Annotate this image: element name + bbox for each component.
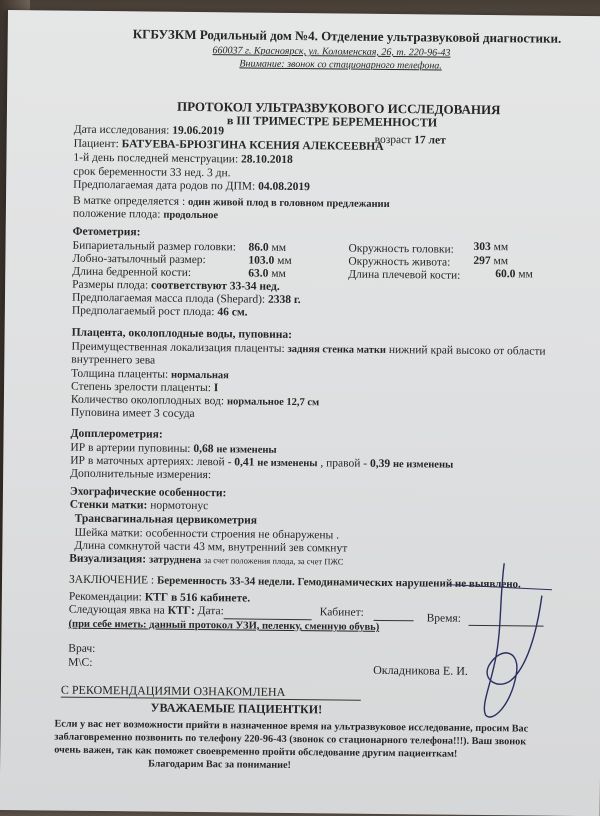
fetometry-right-label-2: Окружность живота: <box>348 255 451 269</box>
recommendation-row: Рекомендации: КТГ в 516 кабинете. <box>68 590 251 605</box>
placenta-maturity-value: I <box>213 382 219 395</box>
footer-paragraph-2: заблаговременно позвонить по телефону 220-96-43 (звонок со стационарного телефона!!!). Ваш звонок <box>54 731 527 748</box>
footer-paragraph-1: Если у вас нет возможности прийти в назначенное время на ультразвуковое исследование, просим Вас <box>54 718 529 735</box>
fetal-size-row: Размеры плода: соответствуют 33-34 нед. <box>72 278 280 293</box>
age-label: возраст <box>374 133 412 147</box>
bring-items-note: (при себе иметь: данный протокол УЗИ, пеленку, сменную обувь) <box>68 618 380 633</box>
fetometry-right-value-2: 297 мм <box>473 254 509 268</box>
fetal-weight-value: 2338 г. <box>267 293 301 307</box>
amniotic-fluid-value: нормальное 12,7 см <box>226 396 320 409</box>
acknowledged-line <box>61 697 361 701</box>
fetal-weight-row: Предполагаемая масса плода (Shepard): 2338 г. <box>71 291 301 307</box>
visualization-value: затруднена <box>148 554 202 567</box>
uterine-walls-row: Стенки матки: нормотонус <box>69 498 209 513</box>
placenta-location-value: задняя стенка матки <box>287 343 387 356</box>
conclusion-text: Беременность 33-34 недели. Гемодинамических нарушений не выявлено. <box>156 574 521 591</box>
dear-patients-heading: УВАЖАЕМЫЕ ПАЦИЕНТКИ! <box>150 700 323 717</box>
cervix-length: Длина сомкнутой части 43 мм, внутренний зев сомкнут <box>74 539 348 555</box>
clinic-address: 660037 г. Красноярск, ул. Коломенская, 26, т. 220-96-43 <box>212 45 451 59</box>
fetal-height-row: Предполагаемый рост плода: 46 см. <box>71 304 248 319</box>
cervix-row: Шейка матки: особенности строения не обнаружены . <box>74 526 340 542</box>
lmp-value: 28.10.2018 <box>240 153 293 166</box>
doppler-uterine-right: 0,39 <box>369 457 391 471</box>
doppler-umbilical-value: 0,68 <box>193 442 214 456</box>
amniotic-fluid-row: Количество околоплодных вод: нормальное 12,7 см <box>70 393 320 409</box>
clinic-title: КГБУЗКМ Родильный дом №4. Отделение ультразвуковой диагностики. <box>132 26 562 46</box>
fetus-position-label: положение плода: <box>72 207 161 221</box>
placenta-maturity-row: Степень зрелости плаценты: I <box>70 380 219 395</box>
nurse-label: М\С: <box>68 656 93 669</box>
conclusion-row: ЗАКЛЮЧЕНИЕ : Беременность 33-34 недели. Гемодинамических нарушений не выявлено. <box>68 573 521 591</box>
doppler-uterine-left: 0,41 <box>234 456 255 469</box>
fetometry-right-value-1: 303 мм <box>473 240 509 254</box>
fetometry-left-value-1: 86.0 мм <box>248 241 287 254</box>
uterus-value: один живой плод в головном предлежании <box>188 196 390 211</box>
handwritten-signature <box>441 555 563 726</box>
placenta-location-row: Преимущественная локализация плаценты: задняя стенка матки нижний край высоко от области <box>71 340 546 358</box>
cabinet-label: Кабинет: <box>319 606 364 619</box>
fetometry-heading: Фетометрия: <box>72 225 141 239</box>
fetometry-left-label-2: Лобно-затылочный размер: <box>72 252 206 267</box>
fetometry-right-value-3: 60.0 мм <box>495 268 533 281</box>
fetus-position-row <box>73 208 218 223</box>
pregnancy-term: срок беременности 33 нед. 3 дн. <box>73 165 231 180</box>
recommendation-value: КТГ в 516 кабинете. <box>144 591 251 605</box>
fetometry-left-value-2: 103.0 мм <box>248 254 292 267</box>
due-date-label: Предполагаемая дата родов по ДПМ: <box>73 178 256 193</box>
doctor-name: Окладникова Е. И. <box>373 662 468 678</box>
fetometry-right-label-1: Окружность головки: <box>348 242 454 256</box>
umbilical-cord-text: Пуповина имеет 3 сосуда <box>70 406 195 420</box>
doctor-label: Врач: <box>68 642 96 655</box>
doppler-additional: Дополнительные измерения: <box>70 467 212 482</box>
placenta-location-line2: внутреннего зева <box>71 353 156 367</box>
document-sheet <box>0 10 600 816</box>
fetal-size-weeks: 33-34 нед. <box>229 280 280 293</box>
exam-date-row <box>74 124 224 139</box>
clinic-notice: Внимание: звонок со стационарного телефона. <box>239 58 442 72</box>
doppler-uterine-row: ИР в маточных артериях: левой - 0,41 не изменены , правой - 0,39 не изменены <box>70 454 454 471</box>
fetal-size-value: соответствуют <box>151 279 227 293</box>
fetometry-left-label-1: Бипариетальный размер головки: <box>72 239 237 254</box>
doppler-umbilical-row: ИР в артерии пуповины: 0,68 не изменены <box>70 441 277 456</box>
next-visit-row: Следующая явка на КТГ: Дата: <box>68 603 224 618</box>
cervix-value: особенности строения не обнаружены . <box>145 527 340 542</box>
doppler-heading: Допплерометрия: <box>70 427 163 441</box>
uterus-label: В матке определяется : <box>72 194 186 208</box>
fetometry-left-value-3: 63.0 мм <box>248 267 286 280</box>
visualization-row: Визуализация: затруднена за счет положения плода, за счет ПЖС <box>69 552 344 567</box>
fetometry-left-label-3: Длина бедренной кости: <box>72 265 192 279</box>
patient-name-label: Пациент: <box>73 137 119 151</box>
placenta-thickness-value: нормальная <box>171 369 229 382</box>
placenta-thickness-row: Толщина плаценты: нормальная <box>71 367 229 382</box>
exam-date-label: Дата исследования: <box>73 123 170 137</box>
due-date-value: 04.08.2019 <box>258 180 310 194</box>
patient-name: БАТУЕВА-БРЮЗГИНА КСЕНИЯ АЛЕКСЕЕВНА <box>121 138 384 153</box>
age-value: 17 лет <box>414 134 446 147</box>
due-date-row <box>73 179 310 194</box>
echo-heading: Эхографические особенности: <box>69 485 227 500</box>
exam-date-value: 19.06.2019 <box>172 124 225 138</box>
fetal-height-value: 46 см. <box>217 306 248 319</box>
protocol-subtitle: в III ТРИМЕСТРЕ БЕРЕМЕННОСТИ <box>226 113 438 130</box>
fetometry-right-label-3: Длина плечевой кости: <box>348 268 461 282</box>
time-label: Время: <box>426 612 462 625</box>
acknowledged-text: С РЕКОМЕНДАЦИЯМИ ОЗНАКОМЛЕНА <box>60 682 286 699</box>
age-row <box>375 134 446 148</box>
placenta-heading: Плацента, околоплодные воды, пуповина: <box>71 326 293 341</box>
fetus-position-value: продольное <box>163 209 219 222</box>
lmp-row <box>73 152 292 167</box>
uterine-walls-value: нормотонус <box>150 499 209 513</box>
footer-paragraph-3: очень важен, так как поможет своевременно пройти обследование другим пациенткам! <box>54 744 458 760</box>
cervicometry-heading: Трансвагинальная цервикометрия <box>74 512 258 527</box>
visualization-note: за счет положения плода, за счет ПЖС <box>203 555 344 567</box>
footer-paragraph-4: Благодарим Вас за понимание! <box>148 758 292 772</box>
lmp-label: 1-й день последней менструации: <box>73 151 239 166</box>
protocol-title: ПРОТОКОЛ УЛЬТРАЗВУКОВОГО ИССЛЕДОВАНИЯ <box>176 98 501 118</box>
